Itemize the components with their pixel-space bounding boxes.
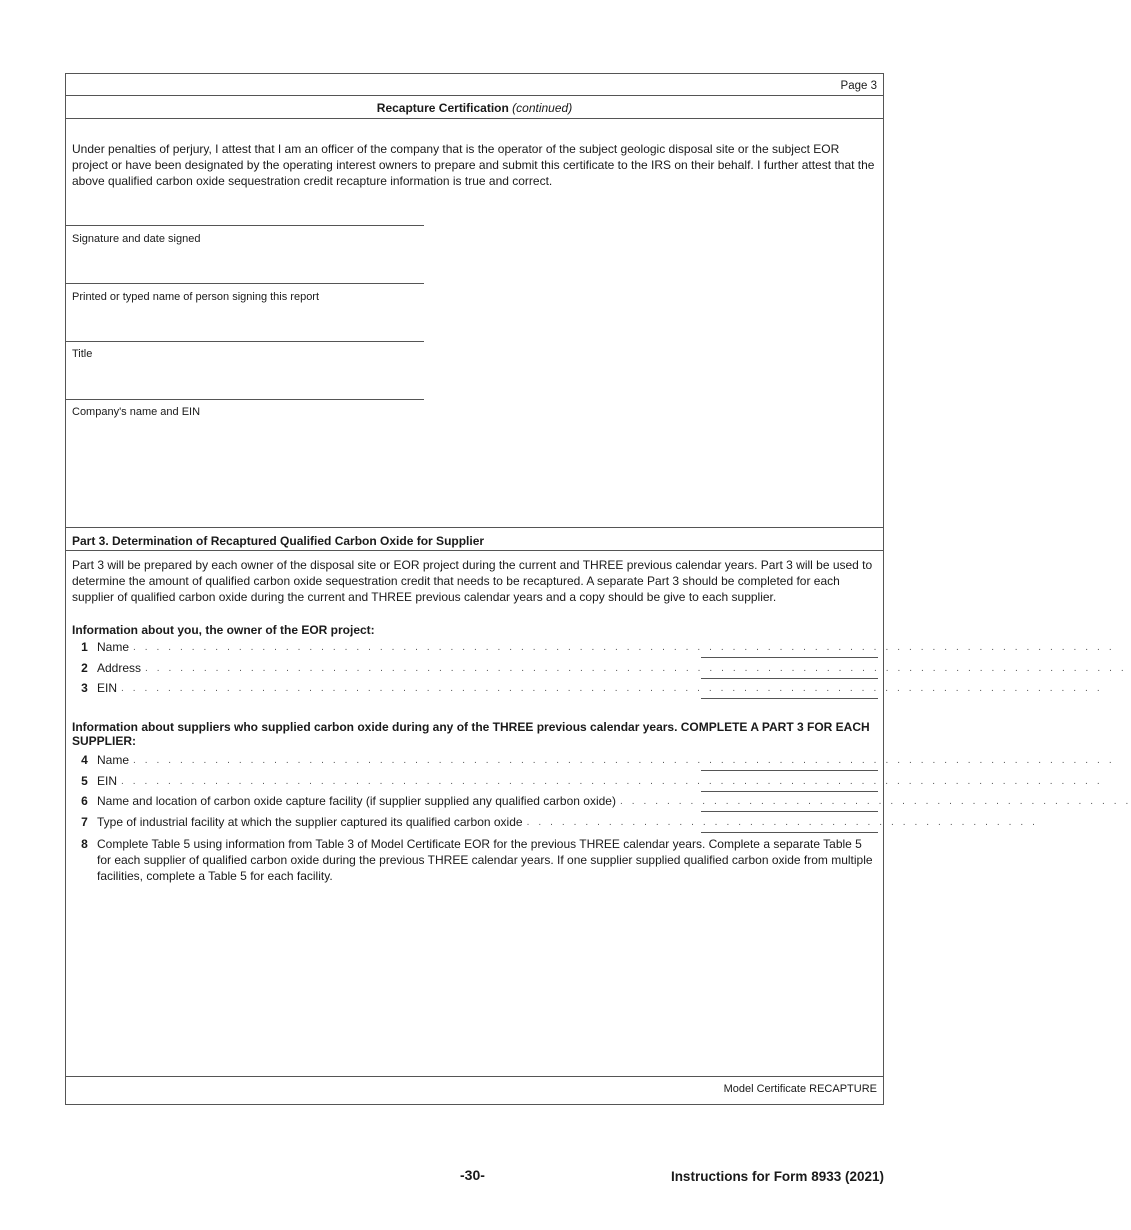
line-1 [72,640,1115,655]
line-label: Type of industrial facility at which the supplier captured its qualified carbon oxide [97,815,523,829]
line-2 [72,661,1127,676]
answer-line-7[interactable] [701,832,878,833]
divider [66,118,883,119]
divider [66,95,883,96]
line-4 [72,753,1115,768]
page-number: -30- [460,1167,485,1183]
leader-dots: . . . . . . . . . . . . . . . . . . . . . . . . . . . . . . . . . . . . . . . . . . . . . . . . . . . . . . . . . . . . . . . . . . . . . . . . . . . . . . . . . . . . [121,683,1103,694]
answer-line-3[interactable] [701,698,878,699]
line-number: 5 [81,774,88,788]
line-label: Name [97,753,130,767]
line-number: 1 [81,640,88,654]
section-title [66,101,883,115]
leader-dots: . . . . . . . . . . . . . . . . . . . . . . . . . . . . . . . . . . . . . . . . . . . . . . . . . . . . . . . . . . . . . . . . . . . . . . . . . . . . . . . . . . . . [145,663,1127,674]
form-frame [65,73,1131,1105]
line-7 [72,815,1038,830]
line-label: Name and location of carbon oxide capture facility (if supplier supplied any qualified carbon oxide) [97,794,616,808]
printed-name-line[interactable] [66,283,424,284]
model-certificate-label: Model Certificate RECAPTURE [723,1083,877,1095]
section-title-suffix: (continued) [512,101,573,115]
line-label: Name [97,640,130,654]
divider [66,1076,883,1077]
line-number: 3 [81,681,88,695]
answer-line-6[interactable] [701,811,878,812]
answer-line-4[interactable] [701,770,878,771]
form-title: Instructions for Form 8933 (2021) [670,1169,884,1184]
line-number: 4 [81,753,88,767]
printed-name-label: Printed or typed name of person signing this report [72,291,320,303]
answer-line-1[interactable] [701,657,878,658]
company-label: Company's name and EIN [72,406,201,418]
line-label: EIN [97,774,118,788]
signature-line[interactable] [66,225,424,226]
line-6 [72,794,1131,809]
leader-dots: . . . . . . . . . . . . . . . . . . . . . . . . . . . . . . . . . . . . . . . . . . . . [526,817,1038,828]
line-3 [72,681,1103,696]
line-number: 8 [81,837,88,851]
line-5 [72,774,1103,789]
line-number: 6 [81,794,88,808]
line-number: 7 [81,815,88,829]
line-number: 2 [81,661,88,675]
leader-dots: . . . . . . . . . . . . . . . . . . . . . . . . . . . . . . . . . . . . . . . . . . . . . . . . . . . . . . . . . . . . . . . . . . . . . . . . . . . . . . . . . . . . [121,776,1103,787]
section-title-text: Recapture Certification [376,101,509,115]
title-label: Title [72,348,93,360]
line-8 [72,836,875,884]
part3-title: Part 3. Determination of Recaptured Qualified Carbon Oxide for Supplier [72,534,485,548]
line-8-text: Complete Table 5 using information from Table 3 of Model Certificate EOR for the previous THREE calendar years. Complete a separate Table 5 for each supplier of qualified carbon oxide during the previous THREE calendar years. If one supplier supplied qualified carbon oxide from multiple facilities, complete a Table 5 for each facility. [97,837,873,883]
leader-dots: . . . . . . . . . . . . . . . . . . . . . . . . . . . . . . . . . . . . . . . . . . . . . . . . . . . . . . . . . . . . . . . . . . . . . . . . . . . . . . . . . . . . [133,642,1115,653]
divider [66,527,883,528]
owner-heading: Information about you, the owner of the EOR project: [72,623,375,637]
part3-intro: Part 3 will be prepared by each owner of the disposal site or EOR project during the current and THREE previous calendar years. Part 3 will be used to determine the amount of qualified carbon oxide sequestration credit that needs to be recaptured. A separate Part 3 should be completed for each supplier of qualified carbon oxide during the current and THREE previous calendar years and a copy should be give to each supplier. [72,558,873,604]
line-label: Address [97,661,142,675]
company-line[interactable] [66,399,424,400]
answer-line-5[interactable] [701,791,878,792]
page-label: Page 3 [840,80,877,92]
divider [66,550,883,551]
signature-label: Signature and date signed [72,233,201,245]
supplier-heading: Information about suppliers who supplied carbon oxide during any of the THREE previous calendar years. COMPLETE A PART 3 FOR EACH SUPPLIER: [72,720,870,748]
leader-dots: . . . . . . . . . . . . . . . . . . . . . . . . . . . . . . . . . . . . . . . . . . . . . . . . . . . . . . . . . . . . . . . . . . . . . . . . . . . . . . . . . . . . [133,755,1115,766]
line-label: EIN [97,681,118,695]
answer-line-2[interactable] [701,678,878,679]
title-line[interactable] [66,341,424,342]
leader-dots: . . . . . . . . . . . . . . . . . . . . . . . . . . . . . . . . . . . . . . . . . . . . [619,796,1131,807]
attestation-text: Under penalties of perjury, I attest that I am an officer of the company that is the operator of the subject geologic disposal site or the subject EOR project or have been designated by the operating interest owners to prepare and submit this certificate to the IRS on their behalf. I further attest that the above qualified carbon oxide sequestration credit recapture information is true and correct. [72,142,875,188]
